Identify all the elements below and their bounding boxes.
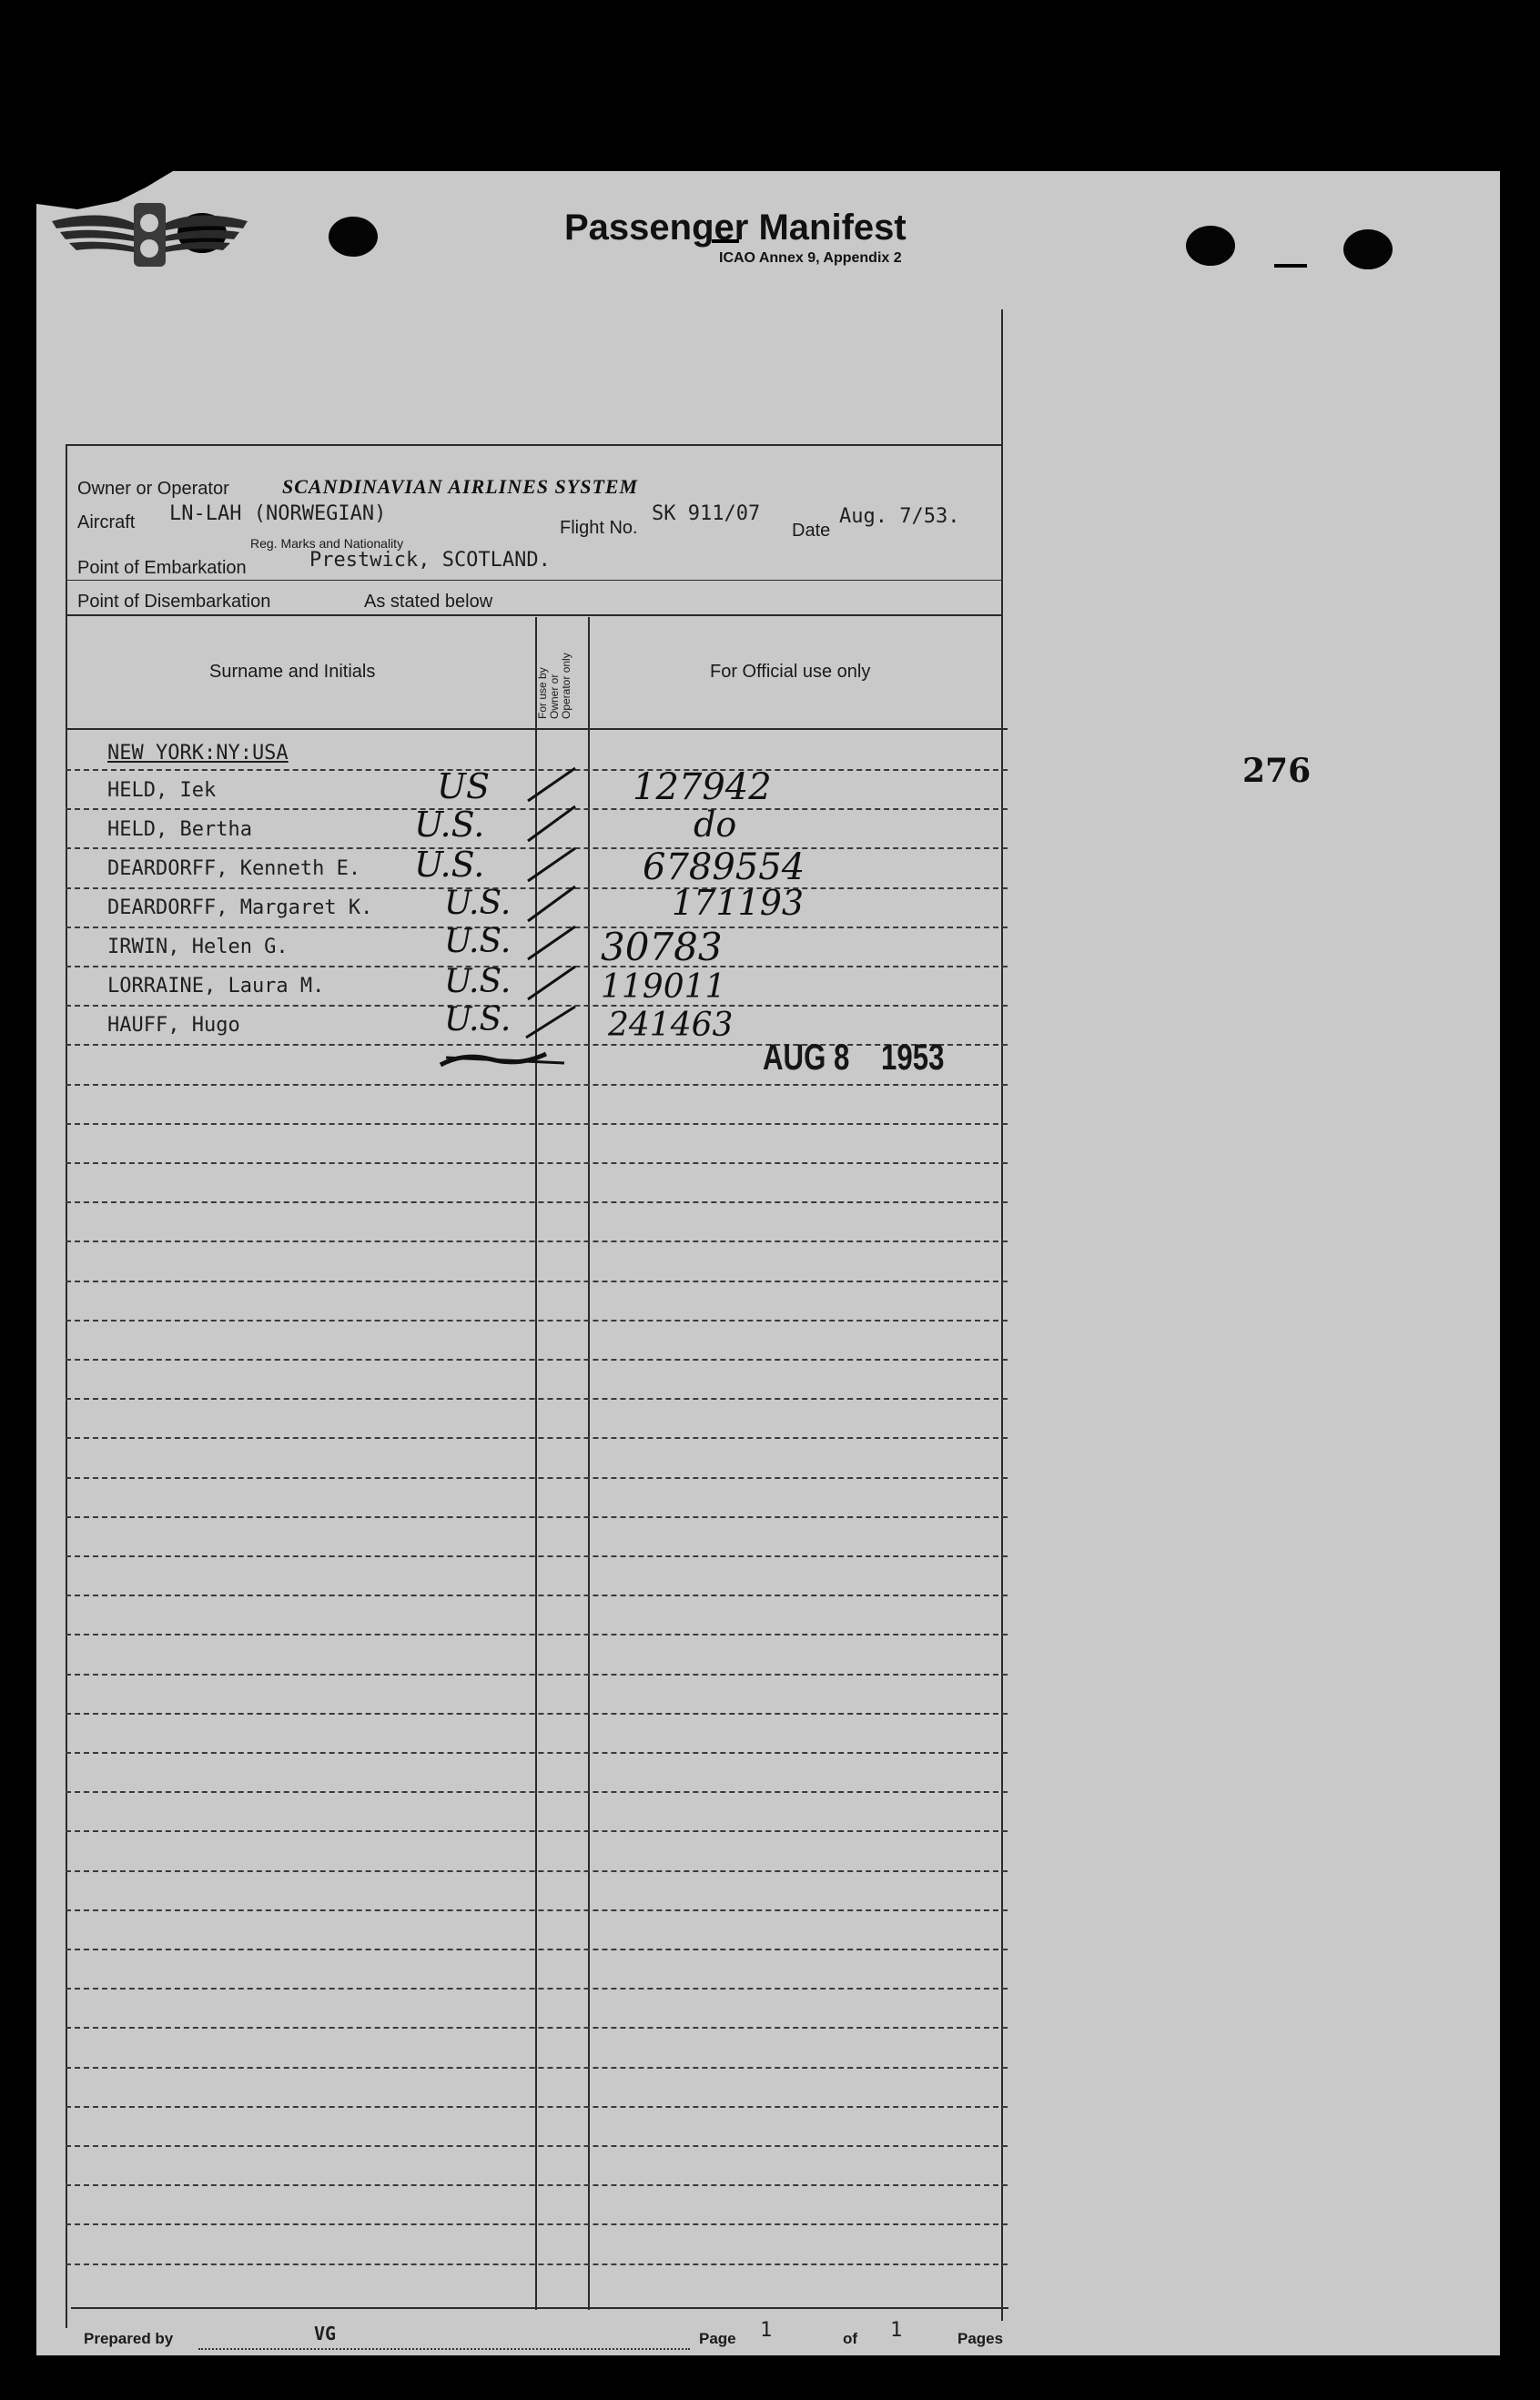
disembarkation-label: Point of Disembarkation [77,592,271,612]
passenger-nationality: U.S. [414,805,485,845]
surname-header: Surname and Initials [209,662,376,682]
ruled-line [66,1162,1008,1164]
ruled-line [66,1437,1008,1439]
passenger-name: LORRAINE, Laura M. [107,975,325,997]
ruled-line [66,1359,1008,1361]
ruled-line [66,2145,1008,2147]
prepared-by-label: Prepared by [84,2330,174,2347]
flight-no-value: SK 911/07 [652,502,761,525]
ruled-line [66,1241,1008,1242]
ruled-line [66,2067,1008,2069]
ruled-line [66,1398,1008,1400]
ruled-line [66,2184,1008,2186]
ruled-line [66,2027,1008,2029]
form-subtitle: ICAO Annex 9, Appendix 2 [719,250,902,266]
prepared-by-rule [198,2348,690,2351]
aircraft-value: LN-LAH (NORWEGIAN) [169,502,387,525]
passenger-name: DEARDORFF, Margaret K. [107,896,373,919]
ruled-line [66,1870,1008,1872]
destination-heading: NEW YORK:NY:USA [107,742,289,765]
page-number: 276 [1242,752,1312,790]
airline-logo [47,196,252,278]
ruled-line [66,1713,1008,1715]
ruled-line [66,1949,1008,1950]
prepared-by-value: VG [314,2323,337,2344]
smudge-mark [1274,264,1307,268]
official-number: 171193 [672,883,805,923]
passenger-nationality: US [437,766,491,806]
passenger-nationality: U.S. [414,845,485,885]
left-border [66,444,67,2328]
flight-no-label: Flight No. [560,518,638,538]
ruled-line [66,1555,1008,1557]
passenger-nationality: U.S. [444,1001,512,1038]
ruled-line [66,1477,1008,1479]
date-stamp: AUG 8 1953 [763,1038,945,1078]
check-marks [519,765,592,1065]
ruled-line [66,2263,1008,2265]
official-number: 30783 [601,925,723,969]
passenger-name: HELD, Iek [107,779,217,802]
owner-value: SCANDINAVIAN AIRLINES SYSTEM [282,475,639,498]
embarkation-label: Point of Embarkation [77,558,247,578]
field-rule [66,580,1003,581]
ruled-line [66,1988,1008,1990]
ruled-line [66,1201,1008,1203]
header-rule [66,444,1003,446]
table-bottom-rule [71,2307,1008,2309]
ruled-line [66,1320,1008,1322]
right-border [1001,309,1003,2321]
official-number: do [694,805,737,845]
aircraft-label: Aircraft [77,512,136,532]
ruled-line [66,1830,1008,1832]
official-number: 127942 [633,766,772,808]
passenger-name: DEARDORFF, Kenneth E. [107,857,361,880]
punch-hole [329,217,378,257]
official-use-header: For Official use only [710,662,871,682]
operator-col-header: For use by Owner or Operator only [536,653,572,719]
pages-label: Pages [957,2330,1004,2347]
form-title: Passenger Manifest [564,208,907,248]
ruled-line [66,1752,1008,1754]
ruled-line [66,1634,1008,1635]
punch-hole [1343,229,1393,269]
ruled-line [66,1084,1008,1086]
ruled-line [66,1516,1008,1518]
punch-hole [1186,226,1235,266]
passenger-nationality: U.S. [444,923,512,960]
reg-marks-label: Reg. Marks and Nationality [250,536,404,551]
passenger-nationality: U.S. [444,963,512,1000]
page-label: Page [699,2330,736,2347]
table-top-rule [66,614,1003,616]
ruled-line [66,1595,1008,1596]
ruled-line [66,1281,1008,1282]
ruled-line [66,1674,1008,1676]
official-number: 6789554 [643,846,805,888]
passenger-name: HELD, Bertha [107,818,252,841]
ruled-line [66,2223,1008,2225]
passenger-name: HAUFF, Hugo [107,1014,240,1037]
ruled-line [66,1791,1008,1793]
ruled-line [66,1123,1008,1125]
passenger-name: IRWIN, Helen G. [107,936,289,958]
date-value: Aug. 7/53. [839,505,960,528]
of-pages-value: 1 [890,2319,903,2342]
embarkation-value: Prestwick, SCOTLAND. [309,549,551,572]
date-label: Date [792,521,831,541]
official-number: 119011 [601,968,726,1006]
ruled-line [66,1909,1008,1911]
ruled-line [66,2106,1008,2108]
owner-label: Owner or Operator [77,479,229,499]
crossed-out-entry [437,1047,573,1074]
passenger-nationality: U.S. [444,885,512,922]
page-value: 1 [760,2319,773,2342]
disembarkation-value: As stated below [364,592,493,612]
official-number: 241463 [608,1007,734,1044]
of-label: of [843,2330,858,2347]
